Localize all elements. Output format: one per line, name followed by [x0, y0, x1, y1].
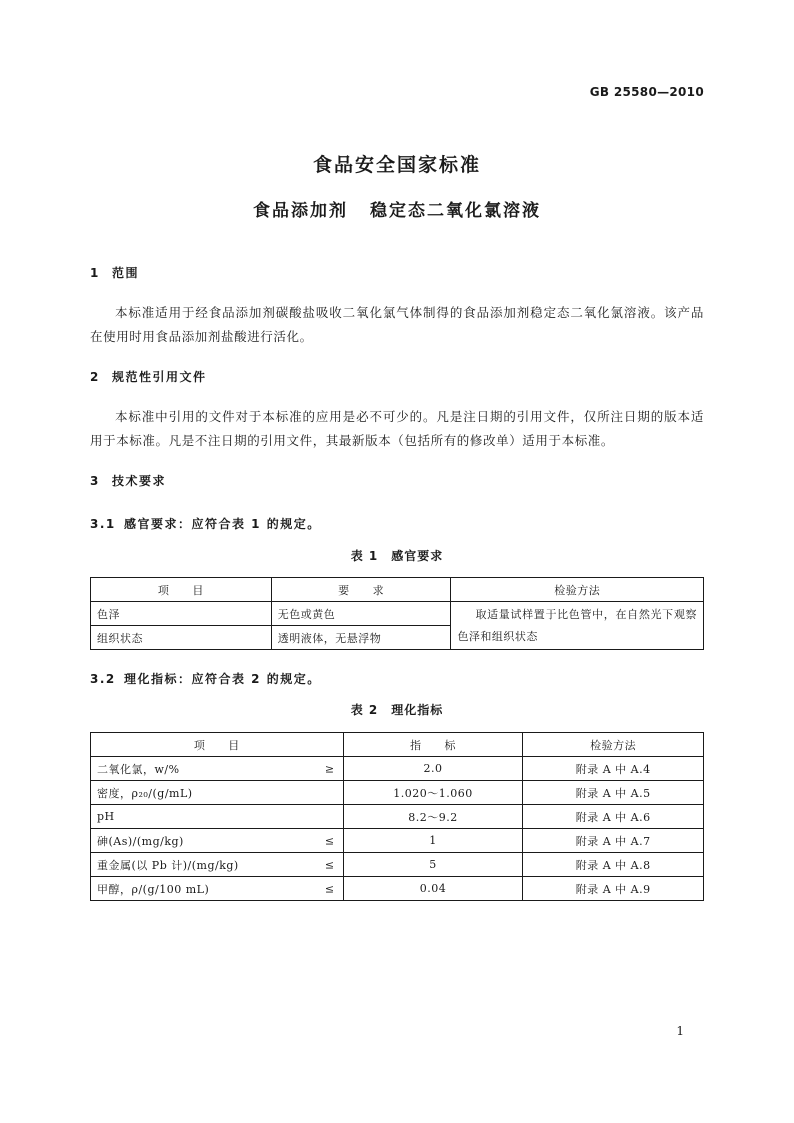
section-number: 3.2: [90, 672, 116, 686]
section-2-heading: [90, 368, 207, 385]
section-title: 理化指标：应符合表 2 的规定。: [124, 672, 321, 686]
item-label: pH: [97, 810, 115, 823]
table-row: [91, 853, 704, 877]
header-method: 检验方法: [451, 578, 704, 602]
standard-code: GB 25580—2010: [589, 85, 704, 99]
table-2-physicochemical: [90, 732, 704, 901]
table-1-sensory: [90, 577, 704, 650]
cell-method: 附录 A 中 A.6: [523, 805, 704, 829]
cell-value: 2.0: [343, 757, 523, 781]
cell-method: 取适量试样置于比色管中，在自然光下观察色泽和组织状态: [451, 602, 704, 650]
section-title: 感官要求：应符合表 1 的规定。: [124, 517, 321, 531]
section-title: 范围: [112, 266, 140, 280]
cell-value: 5: [343, 853, 523, 877]
cell-item: [91, 757, 344, 781]
table-row: [91, 757, 704, 781]
cell-method: 附录 A 中 A.4: [523, 757, 704, 781]
table-row: [91, 877, 704, 901]
cell-item: [91, 877, 344, 901]
item-label: 甲醇，ρ/(g/100 mL): [97, 882, 210, 896]
cell-method: 附录 A 中 A.5: [523, 781, 704, 805]
cell-item: 色泽: [91, 602, 272, 626]
comparison-symbol: ≤: [324, 858, 335, 871]
header-item: 项 目: [91, 733, 344, 757]
comparison-symbol: ≥: [324, 762, 335, 775]
item-label: 二氧化氯，w/%: [97, 762, 180, 776]
section-2-paragraph: 本标准中引用的文件对于本标准的应用是必不可少的。凡是注日期的引用文件，仅所注日期的版本适用于本标准。凡是不注日期的引用文件，其最新版本（包括所有的修改单）适用于本标准。: [90, 409, 704, 448]
cell-method: 附录 A 中 A.8: [523, 853, 704, 877]
cell-item: 组织状态: [91, 626, 272, 650]
table-row: [91, 781, 704, 805]
cell-item: [91, 853, 344, 877]
document-subtitle: [0, 196, 794, 221]
header-requirement: 要 求: [271, 578, 451, 602]
item-label: 砷(As)/(mg/kg): [97, 834, 184, 848]
cell-method: 附录 A 中 A.7: [523, 829, 704, 853]
section-1-heading: [90, 264, 139, 281]
item-label: 重金属(以 Pb 计)/(mg/kg): [97, 858, 239, 872]
cell-value: 8.2～9.2: [343, 805, 523, 829]
table-row: [91, 602, 704, 626]
section-3-heading: [90, 472, 166, 489]
header-method: 检验方法: [523, 733, 704, 757]
page-number: 1: [676, 1024, 684, 1038]
cell-method: 附录 A 中 A.9: [523, 877, 704, 901]
table-2-caption: 表 2 理化指标: [350, 703, 444, 717]
cell-requirement: 透明液体，无悬浮物: [271, 626, 451, 650]
document-title: 食品安全国家标准: [312, 154, 481, 176]
cell-value: 1: [343, 829, 523, 853]
section-3-1-heading: [90, 515, 321, 532]
subtitle-part-2: 稳定态二氧化氯溶液: [370, 201, 541, 221]
cell-item: [91, 781, 344, 805]
cell-value: 0.04: [343, 877, 523, 901]
item-label: 密度，ρ₂₀/(g/mL): [97, 786, 193, 800]
cell-requirement: 无色或黄色: [271, 602, 451, 626]
comparison-symbol: ≤: [324, 882, 335, 895]
section-title: 技术要求: [112, 474, 167, 488]
header-item: 项 目: [91, 578, 272, 602]
section-number: 2: [90, 370, 100, 384]
table-row: [91, 829, 704, 853]
section-title: 规范性引用文件: [112, 370, 207, 384]
comparison-symbol: ≤: [324, 834, 335, 847]
header-index: 指 标: [343, 733, 523, 757]
table-header-row: [91, 733, 704, 757]
section-3-2-heading: [90, 670, 321, 687]
subtitle-part-1: 食品添加剂: [253, 201, 348, 221]
cell-item: [91, 829, 344, 853]
cell-value: 1.020～1.060: [343, 781, 523, 805]
table-header-row: [91, 578, 704, 602]
section-number: 3.1: [90, 517, 116, 531]
table-1-caption: 表 1 感官要求: [350, 549, 444, 563]
cell-item: [91, 805, 344, 829]
table-row: [91, 805, 704, 829]
section-number: 3: [90, 474, 100, 488]
section-number: 1: [90, 266, 100, 280]
section-1-paragraph: 本标准适用于经食品添加剂碳酸盐吸收二氧化氯气体制得的食品添加剂稳定态二氧化氯溶液。该产品在使用时用食品添加剂盐酸进行活化。: [90, 305, 704, 344]
